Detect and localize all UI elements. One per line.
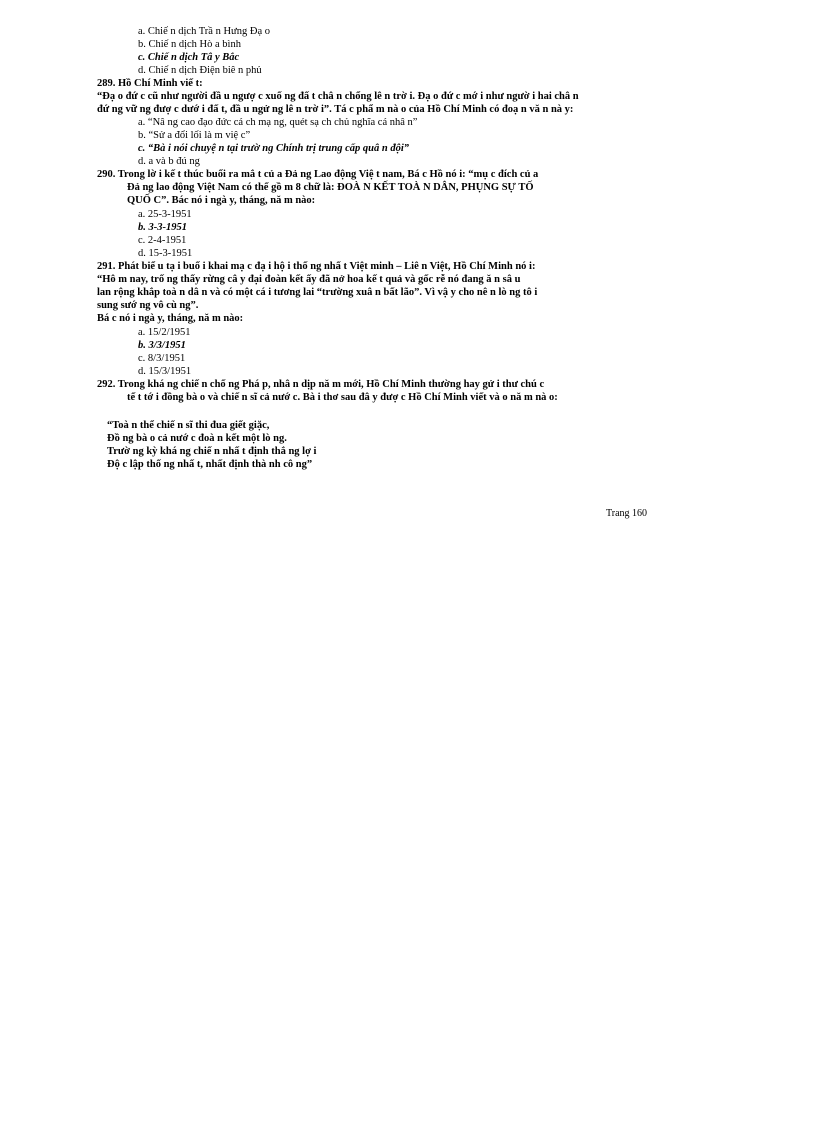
q292-poem-line-1: “Toà n thể chiế n sĩ thi đua giết giặc, [107, 420, 270, 431]
q288-option-d: d. Chiế n dịch Điện biê n phủ [138, 65, 262, 76]
q289-title: 289. Hồ Chí Minh viế t: [97, 78, 203, 89]
q291-option-a: a. 15/2/1951 [138, 327, 191, 338]
q291-option-c: c. 8/3/1951 [138, 353, 186, 364]
q290-option-a: a. 25-3-1951 [138, 209, 192, 220]
q289-option-b: b. “Sử a đổi lối là m việ c” [138, 130, 251, 141]
q291-line-4: sung sướ ng vô cù ng”. [97, 300, 199, 311]
q292-line-1: 292. Trong khá ng chiế n chố ng Phá p, nhâ n dịp nă m mới, Hồ Chí Minh thường hay gử i thư chú c [97, 379, 545, 390]
q291-line-1: 291. Phát biể u tạ i buổ i khai mạ c đạ i hộ i thố ng nhấ t Việt minh – Liê n Việt, Hồ Chí Minh nó i: [97, 261, 536, 272]
q292-poem-line-4: Độ c lập thố ng nhấ t, nhất định thà nh cô ng” [107, 459, 313, 470]
q291-option-b: b. 3/3/1951 [138, 340, 186, 351]
q288-option-b: b. Chiế n dịch Hò a bình [138, 39, 241, 50]
q291-line-5: Bá c nó i ngà y, tháng, nă m nào: [97, 313, 244, 324]
q291-line-2: “Hô m nay, trố ng thấy rừng câ y đại đoàn kết ấy đã nở hoa kế t quả và gốc rễ nó đang ă n sâ u [97, 274, 521, 285]
q288-option-c: c. Chiế n dịch Tâ y Bắc [138, 52, 240, 63]
q289-quote-line-1: “Đạ o đứ c cũ như người đầ u ngượ c xuố ng đấ t châ n chổng lê n trờ i. Đạ o đứ c mớ i như ngườ i hai châ n [97, 91, 579, 102]
q289-option-c: c. “Bà i nói chuyệ n tại trườ ng Chính trị trung cấp quâ n đội” [138, 143, 409, 154]
q290-option-b: b. 3-3-1951 [138, 222, 187, 233]
q290-line-3: QUỐ C”. Bác nó i ngà y, tháng, nă m nào: [127, 195, 316, 206]
q292-poem-line-3: Trườ ng kỳ khá ng chiế n nhấ t định thắ ng lợ i [107, 446, 317, 457]
q291-line-3: lan rộng khắp toà n dâ n và có một cá i tương lai “trường xuâ n bất lão”. Vì vậ y cho nê n lò ng tô i [97, 287, 538, 298]
q292-line-2: tế t tớ i đồng bà o và chiế n sĩ cả nướ c. Bà i thơ sau đâ y đượ c Hồ Chí Minh viết và o nă m nà o: [127, 392, 558, 403]
q290-line-2: Đả ng lao động Việt Nam có thể gồ m 8 chữ là: ĐOÀ N KẾT TOÀ N DÂN, PHỤNG SỰ TỐ [127, 182, 534, 193]
q289-option-d: d. a và b đú ng [138, 156, 200, 167]
q290-option-c: c. 2-4-1951 [138, 235, 187, 246]
q288-option-a: a. Chiế n dịch Trầ n Hưng Đạ o [138, 26, 270, 37]
q292-poem-line-2: Đồ ng bà o cả nướ c đoà n kết một lò ng. [107, 433, 287, 444]
page-number: Trang 160 [606, 508, 648, 519]
q290-line-1: 290. Trong lờ i kế t thúc buổi ra mắ t củ a Đả ng Lao động Việ t nam, Bá c Hồ nó i: “mụ c đích củ a [97, 169, 539, 180]
q289-quote-line-2: đứ ng vữ ng đượ c dướ i đấ t, đầ u ngử ng lê n trờ i”. Tá c phẩ m nà o của Hồ Chí Minh có đoạ n vă n nà y: [97, 104, 574, 115]
q291-option-d: d. 15/3/1951 [138, 366, 192, 377]
q290-option-d: d. 15-3-1951 [138, 248, 193, 259]
q289-option-a: a. “Nâ ng cao đạo đức cá ch mạ ng, quét sạ ch chủ nghĩa cá nhâ n” [138, 117, 418, 128]
